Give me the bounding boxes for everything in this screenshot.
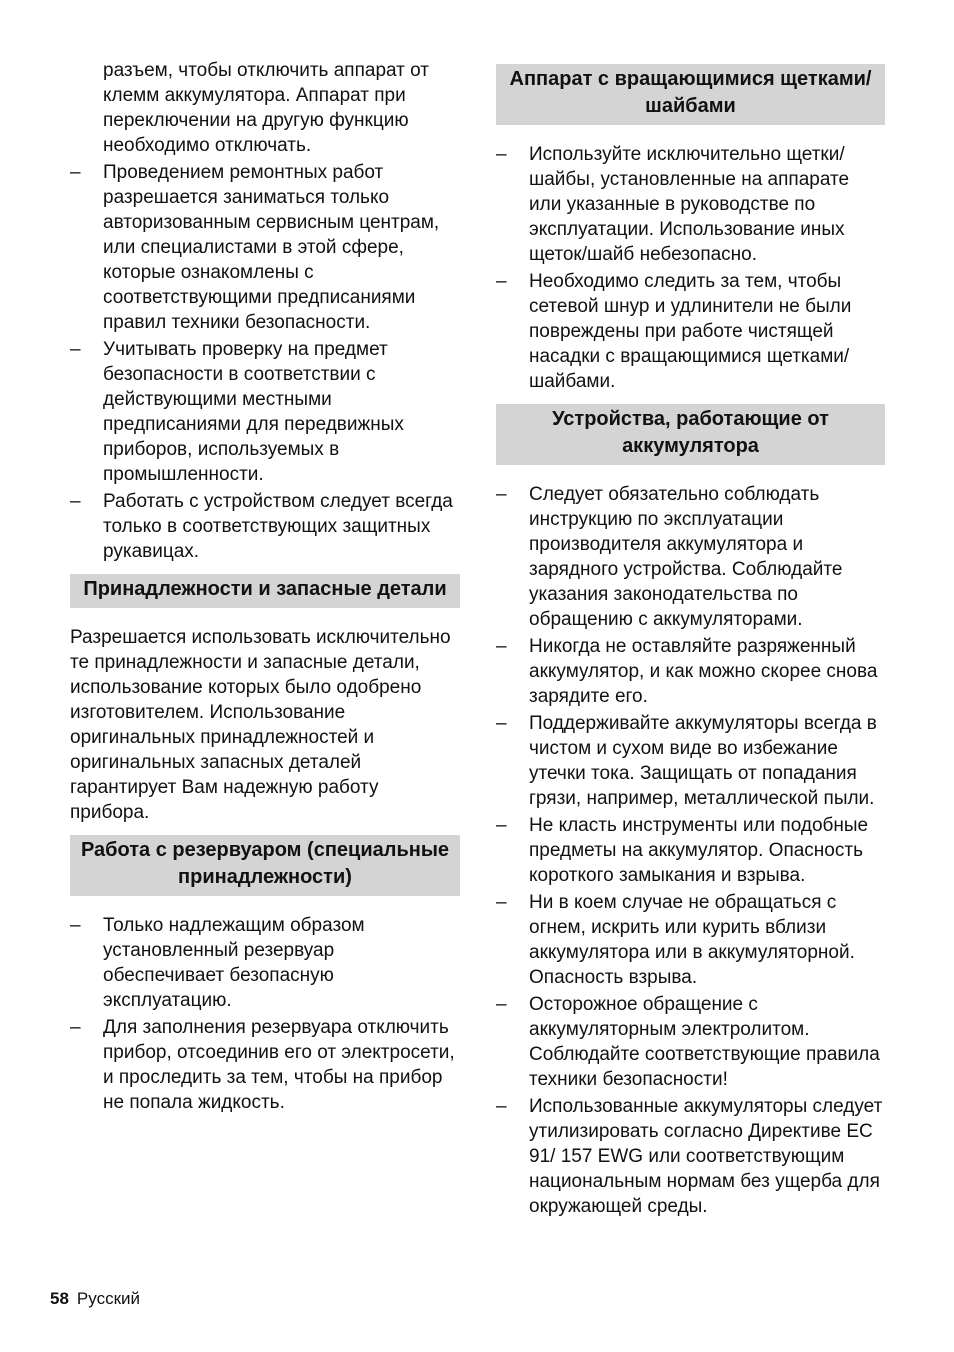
- page-footer: [50, 1288, 140, 1310]
- bullet-dash: –: [496, 484, 507, 505]
- list-item-text: Для заполнения резервуара отключить прибор, отсоединив его от электросети, и проследить за тем, чтобы на прибор не попала жидкость.: [103, 1017, 455, 1113]
- list-item: [496, 1094, 885, 1219]
- list-item-text: Осторожное обращение с аккумуляторным электролитом. Соблюдайте соответствующие правила техники безопасности!: [529, 994, 880, 1090]
- continuation-text: разъем, чтобы отключить аппарат от клемм аккумулятора. Аппарат при переключении на другую функцию необходимо отключать.: [103, 60, 429, 156]
- left-column: [70, 58, 460, 1117]
- bullet-dash: –: [496, 815, 507, 836]
- bullet-dash: –: [496, 636, 507, 657]
- list-item-text: Никогда не оставляйте разряженный аккумулятор, и как можно скорее снова зарядите его.: [529, 636, 878, 707]
- list-item: [70, 337, 460, 487]
- bullet-dash: –: [70, 339, 81, 360]
- section-heading-brushes: Аппарат с вращающимися щетками/шайбами: [496, 64, 885, 125]
- list-item: [496, 482, 885, 632]
- list-item: [496, 890, 885, 990]
- section-heading-tank: Работа с резервуаром (специальные принадлежности): [70, 835, 460, 896]
- list-item: [496, 992, 885, 1092]
- bullet-dash: –: [496, 994, 507, 1015]
- bullet-dash: –: [496, 1096, 507, 1117]
- list-item: [496, 634, 885, 709]
- list-item-text: Только надлежащим образом установленный резервуар обеспечивает безопасную эксплуатацию.: [103, 915, 365, 1011]
- list-item-text: Проведением ремонтных работ разрешается заниматься только авторизованным сервисным центрам, или специалистами в этой сфере, которые ознакомлены с соответствующими предписаниями правил техники безопасности.: [103, 162, 440, 333]
- list-item-text: Необходимо следить за тем, чтобы сетевой шнур и удлинители не были повреждены при работе чистящей насадки с вращающимися щетками/ шайбами.: [529, 271, 852, 392]
- bullet-dash: –: [70, 915, 81, 936]
- list-item-text: Используйте исключительно щетки/ шайбы, установленные на аппарате или указанные в руководстве по эксплуатации. Использование иных щеток/шайб небезопасно.: [529, 144, 850, 265]
- bullet-dash: –: [496, 713, 507, 734]
- list-item-text: Поддерживайте аккумуляторы всегда в чистом и сухом виде во избежание утечки тока. Защищать от попадания грязи, например, металлической пыли.: [529, 713, 877, 809]
- bullet-dash: –: [70, 162, 81, 183]
- list-item: [70, 160, 460, 335]
- paragraph-accessories: Разрешается использовать исключительно те принадлежности и запасные детали, использование которых было одобрено изготовителем. Использование оригинальных принадлежностей и оригинальных запасных деталей гарантирует Вам надежную работу прибора.: [70, 627, 451, 823]
- list-item-text: Учитывать проверку на предмет безопасности в соответствии с действующими местными предписаниями для передвижных приборов, используемых в промышленности.: [103, 339, 404, 485]
- bullet-dash: –: [70, 1017, 81, 1038]
- bullet-dash: –: [496, 144, 507, 165]
- list-item: [496, 142, 885, 267]
- list-item: [496, 269, 885, 394]
- list-item: [496, 711, 885, 811]
- list-item-text: Работать с устройством следует всегда только в соответствующих защитных рукавицах.: [103, 491, 453, 562]
- list-item: [496, 813, 885, 888]
- list-item: [70, 913, 460, 1013]
- footer-language: Русский: [76, 1289, 140, 1308]
- bullet-dash: –: [70, 491, 81, 512]
- right-column: [496, 58, 885, 1221]
- list-item-text: Ни в коем случае не обращаться с огнем, искрить или курить вблизи аккумулятора или в аккумуляторной. Опасность взрыва.: [529, 892, 855, 988]
- section-heading-accessories: Принадлежности и запасные детали: [70, 574, 460, 608]
- list-item: [70, 489, 460, 564]
- list-item: [70, 1015, 460, 1115]
- bullet-dash: –: [496, 892, 507, 913]
- list-item-text: Не класть инструменты или подобные предметы на аккумулятор. Опасность короткого замыкания и взрыва.: [529, 815, 869, 886]
- section-heading-battery: Устройства, работающие от аккумулятора: [496, 404, 885, 465]
- list-item-text: Использованные аккумуляторы следует утилизировать согласно Директиве EC 91/ 157 EWG или соответствующим национальным нормам без ущерба для окружающей среды.: [529, 1096, 883, 1217]
- bullet-dash: –: [496, 271, 507, 292]
- list-item-text: Следует обязательно соблюдать инструкцию по эксплуатации производителя аккумулятора и зарядного устройства. Соблюдайте указания законодательства по обращению с аккумуляторами.: [529, 484, 843, 630]
- page-number: 58: [50, 1289, 69, 1308]
